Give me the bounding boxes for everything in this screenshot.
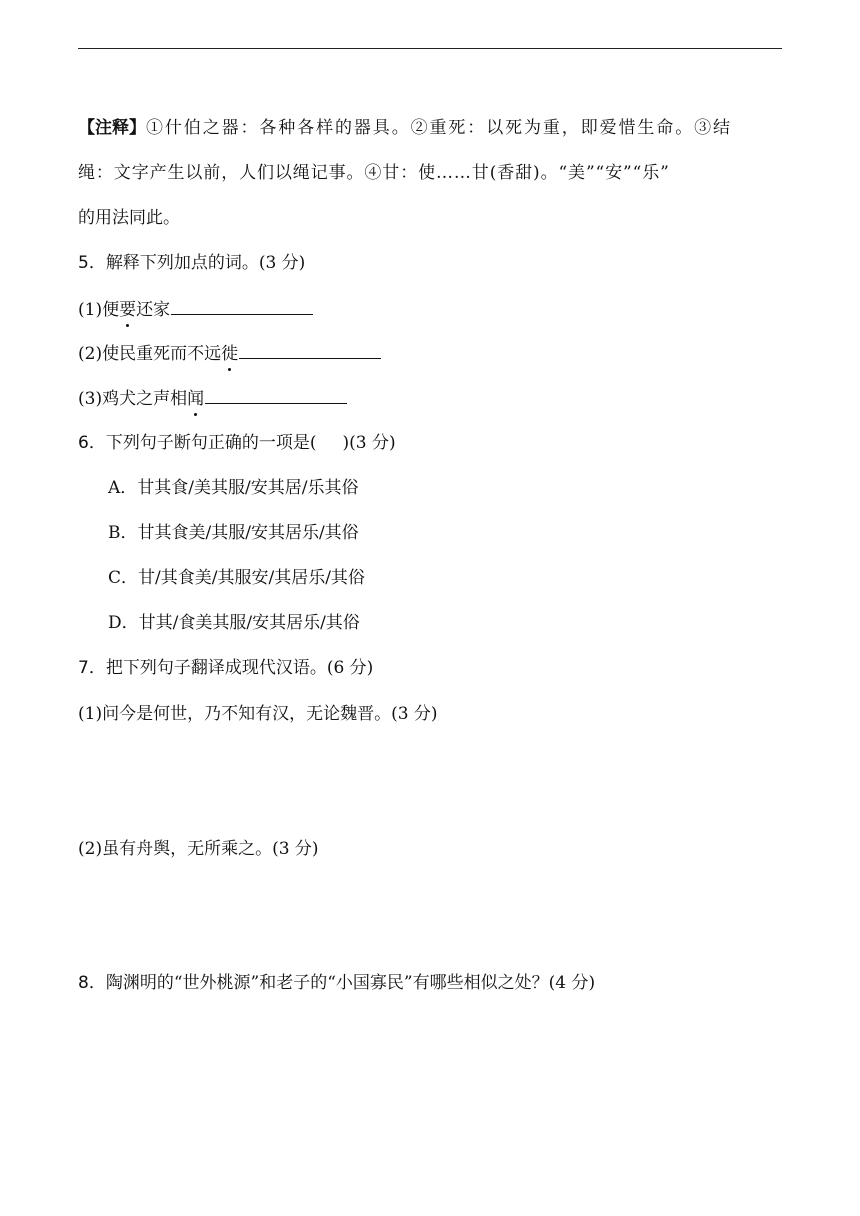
annotation-line-3: 的用法同此。 — [78, 208, 180, 228]
option-d[interactable]: D．甘其/食美其服/安其居乐/其俗 — [108, 613, 360, 633]
question-7-text: ．把下列句子翻译成现代汉语。(6 分) — [88, 658, 374, 678]
question-6 — [78, 432, 396, 454]
question-5-text: ．解释下列加点的词。(3 分) — [88, 253, 306, 273]
item-text: 便 — [102, 300, 120, 320]
question-6-number: 6 — [78, 433, 89, 453]
question-5-item-3 — [78, 385, 347, 410]
item-prefix: (2) — [78, 344, 103, 364]
dotted-word: 徙 — [221, 344, 239, 364]
item-prefix: (3) — [78, 389, 103, 409]
dotted-word: 要 — [119, 300, 137, 320]
question-7-sub-2: (2)虽有舟舆，无所乘之。(3 分) — [78, 839, 319, 859]
annotation-label: 【注释】 — [78, 118, 146, 138]
question-5-number: 5 — [78, 253, 89, 273]
question-8 — [78, 972, 595, 994]
question-8-number: 8 — [78, 973, 89, 993]
question-6-text: ．下列句子断句正确的一项是( — [88, 433, 317, 453]
dotted-word: 闻 — [187, 389, 205, 409]
question-6-score: )(3 分) — [342, 433, 396, 453]
answer-blank[interactable] — [239, 340, 381, 359]
option-c[interactable]: C．甘/其食美/其服安/其居乐/其俗 — [108, 568, 365, 588]
question-5 — [78, 252, 305, 274]
question-7-sub-1: (1)问今是何世，乃不知有汉，无论魏晋。(3 分) — [78, 704, 438, 724]
annotation-line-1 — [78, 117, 784, 139]
question-7-number: 7 — [78, 658, 89, 678]
question-8-text: ．陶渊明的“世外桃源”和老子的“小国寡民”有哪些相似之处？(4 分) — [88, 973, 596, 993]
question-5-item-2 — [78, 340, 381, 365]
item-text: 使民重死而不远 — [102, 344, 222, 364]
option-a[interactable]: A．甘其食/美其服/安其居/乐其俗 — [108, 478, 359, 498]
item-prefix: (1) — [78, 300, 103, 320]
option-b[interactable]: B．甘其食美/其服/安其居乐/其俗 — [108, 523, 359, 543]
answer-blank[interactable] — [205, 385, 347, 404]
header-rule — [78, 48, 782, 49]
question-5-item-1 — [78, 296, 313, 321]
annotation-text-1: ①什伯之器：各种各样的器具。②重死：以死为重，即爱惜生命。③结 — [146, 118, 732, 138]
question-7 — [78, 657, 373, 679]
annotation-line-2: 绳：文字产生以前，人们以绳记事。④甘：使……甘(香甜)。“美”“安”“乐” — [78, 163, 670, 183]
answer-blank[interactable] — [171, 296, 313, 315]
item-text: 鸡犬之声相 — [102, 389, 188, 409]
item-text: 还家 — [136, 300, 171, 320]
